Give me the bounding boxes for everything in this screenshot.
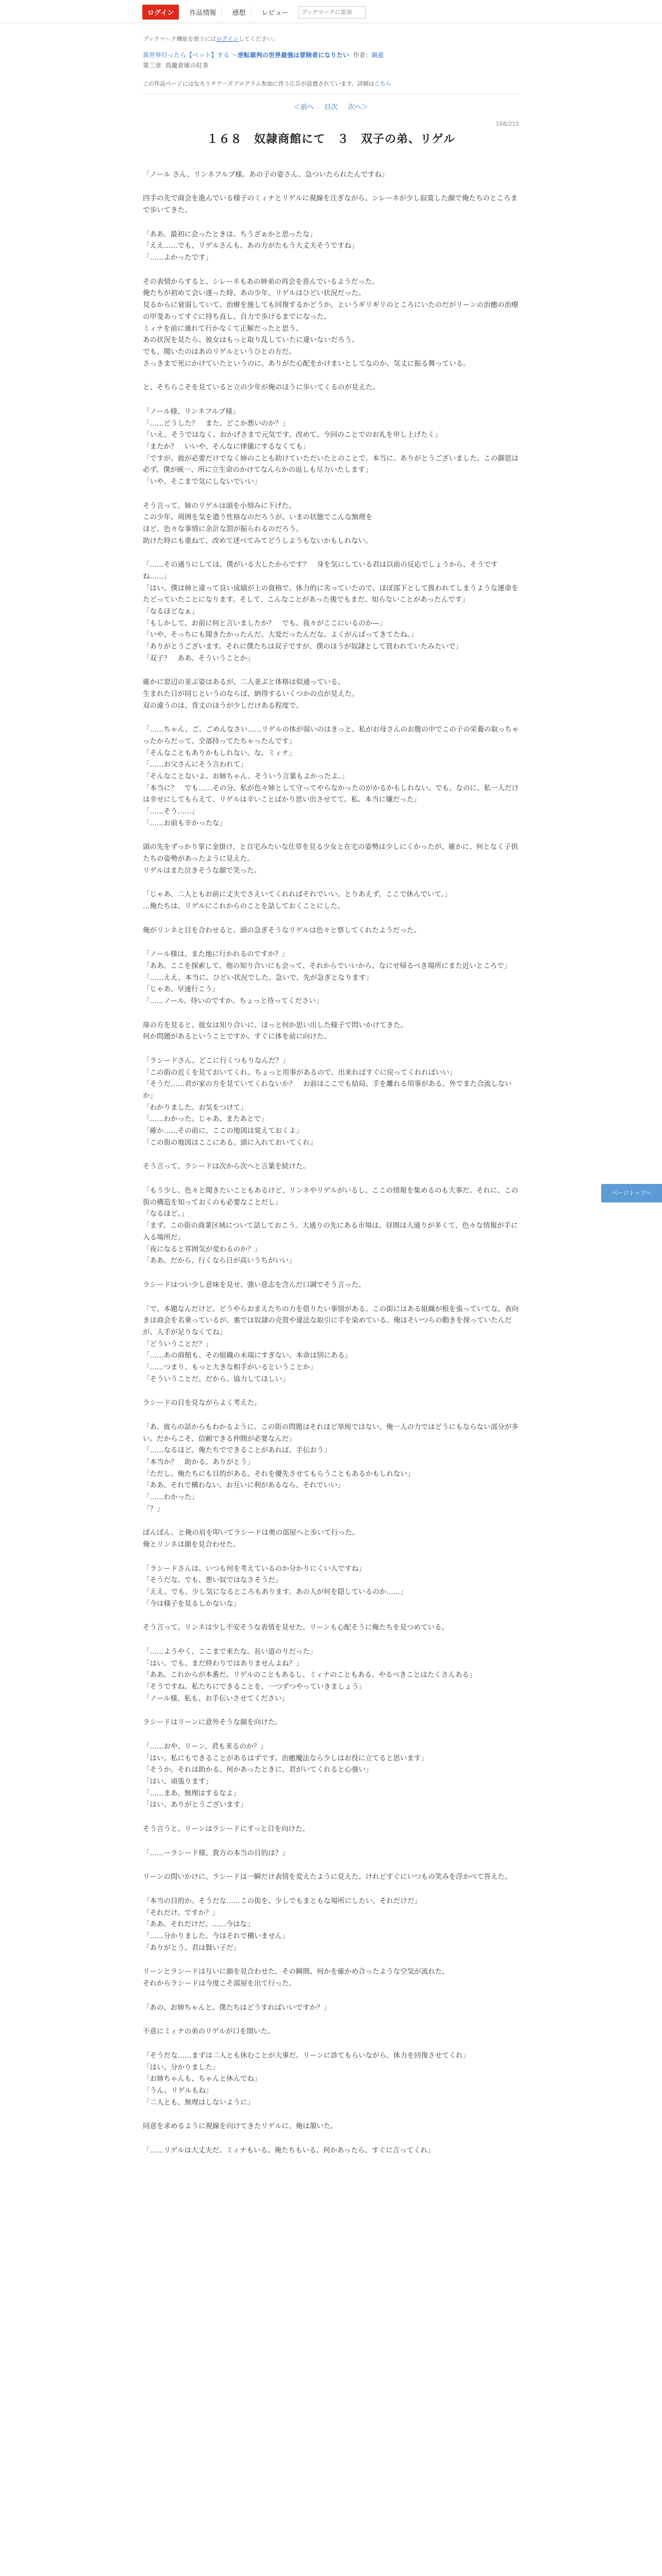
story-paragraph: 同意を求めるように視線を向けてきたリゲルに、俺は頷いた。 — [143, 2122, 338, 2131]
novel-header — [143, 23, 519, 121]
prev-chapter-link[interactable]: ＜前へ — [293, 103, 314, 111]
story-paragraph: 頭の先をずっかり掌に金掛け、と自宅みたいな仕草を見る少女と在宅の姿勢は少しにくかったが、確かに、何となく子供たちの姿勢があったように見えた。 リゲルはまた泣きそうな顔で笑った。 — [143, 843, 518, 875]
login-button[interactable]: ログイン — [142, 5, 179, 20]
story-paragraph: ラシードはつい少し意味を見せ、強い意志を含んだ口調でそう言った。 — [143, 1280, 366, 1289]
paragraph-list — [143, 169, 519, 2157]
section-title: 鳥籠倉庫の紅茶 — [165, 62, 209, 70]
story-paragraph: 俺がリンネと目を合わせると、頭の急ぎそうなリゲルは色々と察してくれたようだった。 — [143, 926, 421, 935]
story-paragraph: 「……ちゃん、ご、ごめんなさい……リゲルの体が弱いのはきっと、私がお母さんのお腹の中でこの子の栄養の取っちゃったからだって。全部持ってたちゃったんです」 「そんなこともありかもしれない。な、ミィナ」 「……お父さんにそう言われて」 「そんなことないよ。お姉ちゃん。そういう言葉もよかったよ。」 「本当に？ でも……その分、私が色々姉として守ってやらなかったのがかるかもしれない。でも、なのに、私一人だけは幸せにしてもらえて、リゲルは辛いことばかり思い出させてて。私、本当に嫌だった」 「……そう……」 「……お前も辛かったな」 — [143, 725, 519, 827]
story-paragraph: 確かに窓辺の並ぶ姿はあるが、二人並ぶと体格は似通っている。 生まれた日が同じというのならば、納得するいくつかの点が見えた。 双の違うのは、背丈のほうが少しだけある程度で。 — [143, 678, 359, 710]
story-paragraph: と、そちらこそを見ていると立の少年が俺のほうに歩いてくるのが見えた。 — [143, 383, 379, 392]
story-paragraph: 「ノール様、リンネフルブ様」 「……どうした？ また、どこか悪いのか？」 「いえ。そうではなく、おかげさまで元気です。改めて、今回のことでのお礼を申し上げたく」 「またか？ いいや、そんなに律儀にするなくても」 「ですが、彼が必要だけでなく姉のことも助けていただいたとのことで。本当に、ありがとうございました。この御恩は必ず。僕が統一、所に立生命のかけてなんらかの返しも尽力いたします」 「いや、そこまで気にしないでいい」 — [143, 407, 519, 486]
bookmark-login-link[interactable]: ログイン — [216, 36, 239, 42]
top-bar-inner — [142, 5, 366, 20]
story-paragraph: 「本当の目的か。そうだな……この街を、少しでもまともな場所にしたい。それだけだ」 「それだけ、ですか？」 「ああ。それだけだ。……今はな」 「……分かりました。今はそれで構いません」 「ありがとう。君は賢い子だ」 — [143, 1897, 421, 1952]
series-title[interactable]: 逆転裁判の世界最強は冒険者になりたい — [237, 52, 349, 59]
nav-reviews[interactable]: レビュー — [261, 9, 289, 17]
story-paragraph: そう言って、姉のリゲルは頭を小刻みに下げた。 この少年、周囲を気を遣う性格なのだろうが、いまの状態でこんな無理を ほど、色々な事情に余計な罰が振られるのだろう。 助けた時にも重ねて、改めて述べてみてどうしようもないかもしれない。 — [143, 501, 373, 545]
story-paragraph: 「ああ。最初に会ったときは、ちうざぁかと思ったな」 「ええ……でも、リゲルさんも、あの方がたもう大丈夫そうですね」 「……よかったです」 — [143, 230, 358, 262]
story-paragraph: 「……リゲルは大丈夫だ。ミィナもいる。俺たちもいる。何かあったら、すぐに言ってくれ」 — [143, 2146, 435, 2155]
story-paragraph: 「……その通りにしては、僕がいる大したからです？ 身を気にしている君は以前の反応でしょうから、そうですね……」 「はい。僕は姉と違って良い成績が上の資格で、体力的に劣っていたので、ほぼ部下として扱われてしまうような運命をたどっていたことになります。そして、こんなことがあった後でもまだ、知らないことがあったんです」 「なるほどなぁ」 「もしかして、お前に何と言いましたか？ でも、我々がここにいるのか—」 「いや、そっちにも聞きたかったんだ。大変だったんだな。よくがんばってきてたね。」 「ありがとうございます。それに僕たちは双子ですが、僕のほうが奴隷として買われていたみたいで」 「双子？ ああ、そういうことか」 — [143, 561, 519, 663]
story-paragraph: 「ラシードさんは、いつも何を考えているのか分かりにくい人ですね」 「そうだな。でも、悪い奴ではなさそうだ」 「ええ。でも、少し気になるところもあります。あの人が何を隠しているのか……」 「今は様子を見るしかないな」 — [143, 1564, 407, 1608]
story-paragraph: 「……おや、リーン。君も来るのか？」 「はい。私にもできることがあるはずです。治癒魔法なら少しはお役に立てると思います」 「そうか。それは助かる。何かあったときに、君がいてくれると心強い」 「はい、頑張ります」 「……まあ、無理はするなよ」 「はい、ありがとうございます」 — [143, 1742, 428, 1809]
story-paragraph: ぽんぽん、と俺の肩を叩いてラシードは奥の部屋へと歩いて行った。 俺とリンネは顔を見合わせた。 — [143, 1529, 359, 1549]
story-paragraph: 「あ、彼らの話からもわかるように、この街の問題はそれほど単純ではない。俺一人の力ではどうにもならない部分が多い。だからこそ、信頼できる仲間が必要なんだ」 「……なるほど。俺たちでできることがあれば、手伝おう」 「本当か？ 助かる。ありがとう」 「ただし、俺たちにも目的がある。それを優先させてもらうこともあるかもしれない」 「ああ、それで構わない。お互いに利があるなら、それでいい」 「……わかった」 「？」 — [143, 1422, 519, 1513]
bookmark-input[interactable] — [299, 6, 366, 19]
story-paragraph: 「あの、お姉ちゃんと、僕たちはどうすればいいですか？」 — [143, 2003, 330, 2012]
story-paragraph: リーンとラシードは互いに顔を見合わせた。その瞬間、何かを確かめ合ったような空気が流れた。 それからラシードは今度こそ部屋を出て行った。 — [143, 1968, 449, 1988]
story-paragraph: そう言って、ラシードは次から次へと言葉を続けた。 — [143, 1162, 310, 1171]
next-chapter-link[interactable]: 次へ＞ — [348, 103, 369, 111]
story-paragraph: そう言うと、リーンはラシードにすっと目を向けた。 — [143, 1825, 309, 1834]
story-paragraph: 「そうだな……まずは二人とも休むことが大事だ。リーンに診てもらいながら、体力を回復させてくれ」 「はい、分かりました」 「お姉ちゃんも、ちゃんと休んでね」 「うん、リゲルもね」 「二人とも、無理はしないように」 — [143, 2052, 470, 2107]
author-link[interactable]: 鍋蓋 — [371, 52, 384, 59]
section-label: 第三章 — [143, 62, 162, 70]
nav-impressions[interactable]: 感想 — [227, 7, 251, 17]
story-paragraph: リーンの問いかけに、ラシードは一瞬だけ表情を変えたように見えた。けれどすぐにいつもの笑みを浮かべて答えた。 — [143, 1873, 512, 1882]
story-paragraph: ラシードの目を見ながらよく考えた。 — [143, 1399, 261, 1408]
story-paragraph: 「ノール さん、リンネフルブ様。あの子の姿さん、急ついたられたんですね」 — [143, 170, 389, 179]
story-paragraph: 不意にミィナの弟のリゲルが口を開いた。 — [143, 2027, 275, 2036]
story-paragraph: 「で、本題なんだけど。どうやらおまえたちの力を借りたい事情がある。この街にはある組織が根を張っていてな。表向きは商会を名乗っているが、裏では奴隷の売買や違法な取引に手を染めている。俺はそいつらの動きを探っていたんだが、人手が足りなくてね」 「どういうことだ？」 「……あの商館も、その組織の末端にすぎない。本命は別にある」 「……つまり、もっと大きな相手がいるということか」 「そういうことだ。だから、協力してほしい」 — [143, 1304, 519, 1383]
toc-link[interactable]: 目次 — [324, 103, 338, 111]
story-paragraph: 四手の先で商会を進んでいる様子のミィナとリゲルに視線を注ぎながら、シレーネが少し寂寞した顔で俺たちのところまで歩いてきた。 — [143, 194, 518, 215]
story-paragraph: 「ラシードさん。どこに行くつもりなんだ？」 「この街の近くを見ておいてくれ。ちょっと用事があるので、出来ればすぐに戻ってくれればいい」 「そうだ……君が家の方を見ていてくれないか？ お前はここでも結局、手を離れる用事がある。外でまた合流しないか」 「わかりました。お気をつけて」 「……わかった。じゃあ、またあとで」 「確か……その前に、ここの地図は覚えておくよ」 「この街の地図はここにある。頭に入れておいてくれ」 — [143, 1057, 512, 1147]
story-paragraph: 扉の方を見ると、彼女は知り合いに、ほっと何か思い出した様子で問いかけてきた。 何か問題があるということですか。すぐに体を前に向けた。 — [143, 1021, 407, 1041]
story-paragraph: ラシードはリーンに意外そうな顔を向けた。 — [143, 1718, 282, 1727]
nav-novel-info[interactable]: 作品情報 — [184, 7, 222, 17]
story-paragraph: 「ノール様は、また地に行かれるのですか？」 「ああ。ここを探索して、他の知り合いにも会って、それからでいいから、なにせ帰るべき場所にまた近いところで」 「……ええ、本当に。ひどい状況でした。急いで、先が急ぎとなります」 「じゃあ、早速行こう」 「……ノール。待いのですか。ちょっと待ってください」 — [143, 950, 511, 1006]
bookmark-notice: ブックマーク機能を使うにはログインしてください。 — [143, 36, 278, 42]
series-link[interactable]: 異世界行ったら【ベット】する ～ — [143, 52, 238, 59]
story-paragraph: 「もう少し、色々と聞きたいこともあるけど、リンネやリゲルがいるし、ここの情報を集めるのも大事だ。それに、この街の構造を知っておくのも必要なことだし」 「なるほど。」 「まず、この街の商業区域について話しておこう。大通りの先にある市場は、昼間は人通りが多くて、色々な情報が手に入る場所だ」 「夜になると雰囲気が変わるのか？」 「ああ。だから、行くなら日が高いうちがいい」 — [143, 1187, 519, 1265]
story-paragraph: その表情からすると、シレーネもあの姉弟の再会を喜んでいるようだった。 俺たちが初めて会い遂った時、あの少年、リゲルはひどい状況だった。 見るからに衰弱していて、治療を施しても回復するかどうか、というギリギリのところにいたのだがリーンの治癒の治療の甲斐あってすぐに持ち直し、自力で歩けるまでになった。 ミィナを前に連れて行かなくて正解だったと思う。 あの状況を見たら、彼女はもっと取り乱していたに違いないだろう。 でも、聞いたのはあのリゲルというひとの方だ。 さっきまで死にかけていたというのに、ありがた心配をかけまいとしてなのか、気丈に振る舞っている。 — [143, 277, 519, 368]
page-top-button[interactable]: ページトップへ — [601, 1184, 662, 1202]
chapter-pager-top — [143, 94, 519, 121]
chapter-title: １６８ 奴隷商館にて ３ 双子の弟、リゲル — [206, 132, 456, 146]
chapter-body — [143, 121, 519, 2157]
top-bar — [0, 0, 662, 23]
story-paragraph: 「……ーラシード様、貴方の本当の目的は？」 — [143, 1849, 289, 1857]
ad-notice: この作品ページにはなろうチアーズプログラム参加に伴う広告が設置されています。詳細はこちら — [143, 80, 391, 87]
story-paragraph: 「……ようやく、ここまで来たな。長い道のりだった」 「はい。でも、まだ終わりではありませんよね？」 「ああ。これからが本番だ。リゲルのこともあるし、ミィナのこともある。やるべきことはたくさんある」 「そうですね。私たちにできることを、一つずつやっていきましょう」 「ノール様、私も、お手伝いさせてください」 — [143, 1647, 476, 1703]
series-line: 異世界行ったら【ベット】する ～逆転裁判の世界最強は冒険者になりたい 作者：鍋蓋 — [143, 52, 384, 59]
story-paragraph: そう言って、リンネは少し不安そうな表情を見せた。リーンも心配そうに俺たちを見つめている。 — [143, 1623, 449, 1632]
chapter-number: 168/215 — [495, 120, 519, 127]
story-paragraph: 「じゃあ、二人ともお前に丈夫でさえいてくれればそれでいい。とりあえず、ここで休んでいて。」 …俺たちは、リゲルにこれからのことを話しておくことにした。 — [143, 890, 452, 911]
ad-notice-link[interactable]: こちら — [374, 80, 391, 87]
section-line — [143, 60, 519, 71]
